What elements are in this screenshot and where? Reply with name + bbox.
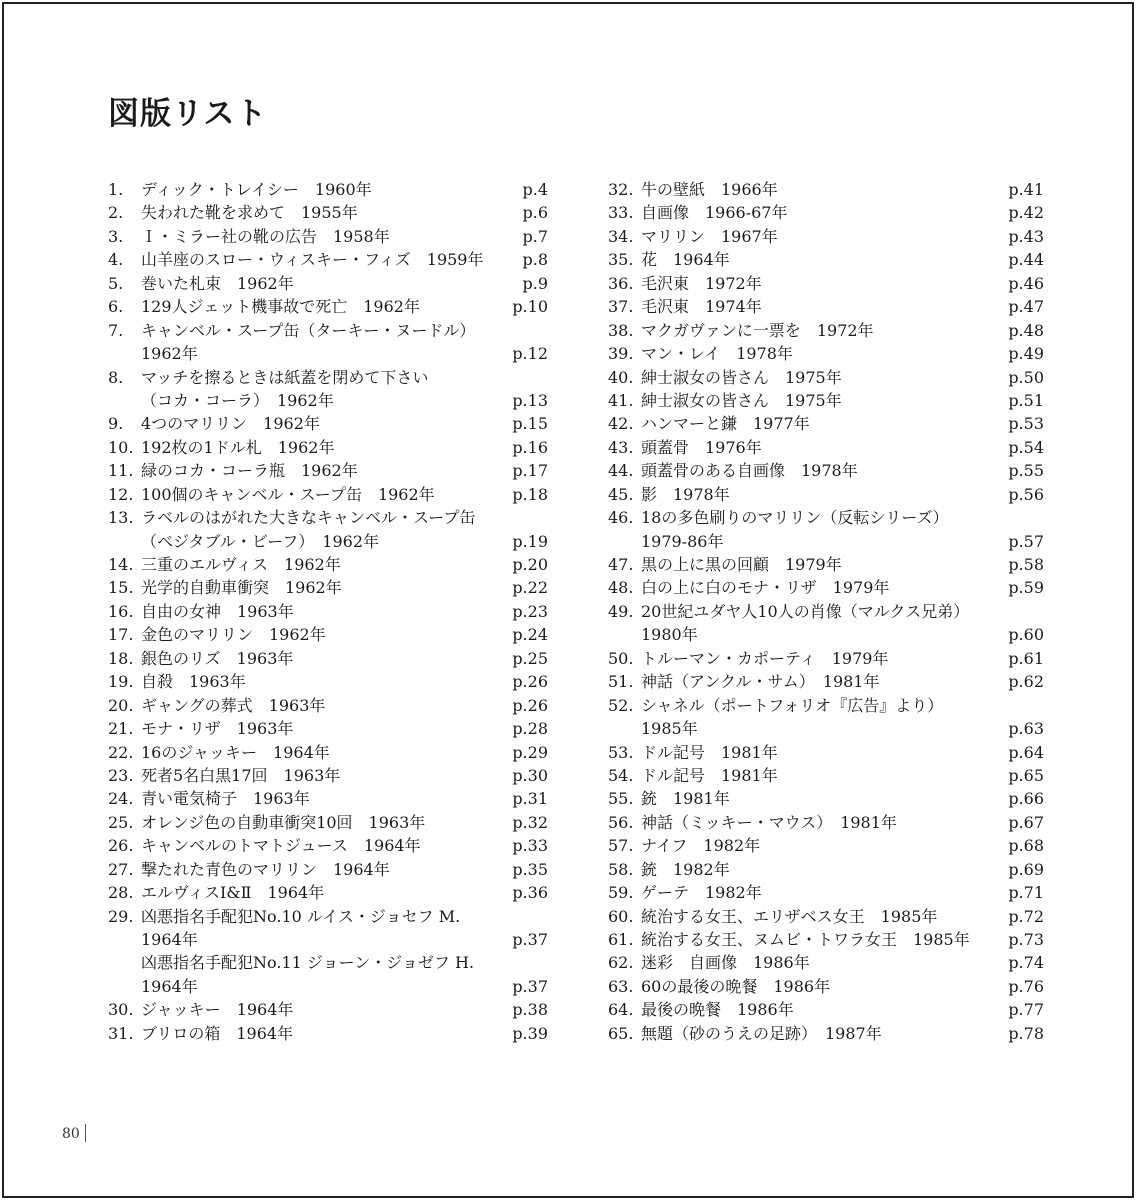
- list-item: [608, 272, 1044, 295]
- item-number: 64.: [608, 1000, 634, 1020]
- list-item: [608, 412, 1044, 435]
- item-title: ジャッキー 1964年: [141, 1000, 294, 1020]
- list-item: [108, 389, 548, 412]
- item-number: 15.: [108, 578, 134, 598]
- list-item: [608, 389, 1044, 412]
- list-item: [108, 647, 548, 670]
- item-number: 61.: [608, 930, 634, 949]
- item-page-ref: p.16: [512, 437, 548, 457]
- item-title: 黒の上に黒の回顧 1979年: [641, 555, 842, 574]
- item-title: 神話（アンクル・サム） 1981年: [641, 672, 880, 692]
- item-title: 銃 1982年: [641, 859, 730, 879]
- item-number: 28.: [108, 883, 134, 903]
- item-title: ドル記号 1981年: [641, 765, 778, 785]
- item-title: 失われた靴を求めて 1955年: [141, 203, 358, 223]
- item-page-ref: p.67: [1008, 812, 1044, 832]
- list-item: [108, 1022, 548, 1045]
- item-page-ref: p.71: [1008, 883, 1044, 903]
- list-item: [108, 858, 548, 881]
- list-item: [108, 530, 548, 553]
- list-item: [608, 436, 1044, 459]
- item-page-ref: p.26: [512, 672, 548, 692]
- figure-list-left-column: [108, 178, 548, 1045]
- item-title: 最後の晩餐 1986年: [641, 1000, 794, 1020]
- item-number: 8.: [108, 367, 124, 387]
- item-page-ref: p.22: [512, 578, 548, 598]
- list-item: [608, 366, 1044, 389]
- list-item: [608, 483, 1044, 506]
- item-number: 35.: [608, 250, 634, 270]
- item-number: 10.: [108, 437, 134, 457]
- item-number: 48.: [608, 578, 634, 598]
- item-title: トルーマン・カポーティ 1979年: [641, 648, 889, 668]
- item-title: 毛沢東 1974年: [641, 297, 762, 317]
- list-item: [108, 483, 548, 506]
- item-page-ref: p.57: [1008, 531, 1044, 551]
- item-number: 31.: [108, 1023, 134, 1043]
- item-title: 紳士淑女の皆さん 1975年: [641, 390, 842, 410]
- list-item: [108, 342, 548, 365]
- list-item: [608, 647, 1044, 670]
- item-page-ref: p.30: [512, 765, 548, 785]
- list-item: [108, 436, 548, 459]
- item-page-ref: p.60: [1008, 625, 1044, 645]
- list-item: [108, 951, 548, 974]
- item-number: 65.: [608, 1023, 634, 1043]
- item-page-ref: p.61: [1008, 648, 1044, 668]
- item-title: マリリン 1967年: [641, 226, 778, 246]
- item-page-ref: p.36: [512, 883, 548, 903]
- item-title: 花 1964年: [641, 250, 730, 270]
- list-item: [108, 928, 548, 951]
- list-item: [608, 576, 1044, 599]
- item-number: 27.: [108, 859, 134, 879]
- item-page-ref: p.66: [1008, 789, 1044, 809]
- item-page-ref: p.62: [1008, 672, 1044, 692]
- item-title: Ｉ・ミラー社の靴の広告 1958年: [141, 226, 390, 246]
- item-title: ナイフ 1982年: [641, 836, 761, 856]
- list-item: [108, 178, 548, 201]
- item-page-ref: p.73: [1008, 930, 1044, 949]
- item-title: 凶悪指名手配犯No.11 ジョーン・ジョゼフ H.: [141, 953, 475, 973]
- item-page-ref: p.37: [512, 930, 548, 949]
- item-title: 影 1978年: [641, 484, 730, 504]
- item-title: 銀色のリズ 1963年: [141, 648, 294, 668]
- item-title: ギャングの葬式 1963年: [141, 695, 326, 715]
- list-item: [108, 225, 548, 248]
- list-item: [608, 248, 1044, 271]
- item-title: ハンマーと鎌 1977年: [641, 414, 810, 434]
- item-title: 自殺 1963年: [141, 672, 246, 692]
- item-number: 44.: [608, 461, 634, 481]
- item-number: 29.: [108, 906, 134, 926]
- item-title: （ベジタブル・ビーフ） 1962年: [141, 531, 379, 551]
- page-title: 図版リスト: [108, 96, 268, 132]
- item-title: 60の最後の晩餐 1986年: [641, 976, 831, 996]
- item-number: 58.: [608, 859, 634, 879]
- item-title: 1979-86年: [641, 531, 724, 551]
- item-page-ref: p.69: [1008, 859, 1044, 879]
- item-number: 59.: [608, 883, 634, 903]
- list-item: [608, 717, 1044, 740]
- item-title: 神話（ミッキー・マウス） 1981年: [641, 812, 897, 832]
- item-page-ref: p.15: [512, 414, 548, 434]
- item-number: 12.: [108, 484, 134, 504]
- list-item: [608, 530, 1044, 553]
- item-page-ref: p.76: [1008, 976, 1044, 996]
- item-number: 5.: [108, 273, 124, 293]
- item-number: 32.: [608, 180, 634, 199]
- item-number: 1.: [108, 180, 124, 199]
- item-page-ref: p.46: [1008, 273, 1044, 293]
- list-item: [608, 342, 1044, 365]
- list-item: [108, 506, 548, 529]
- list-item: [108, 201, 548, 224]
- item-number: 36.: [608, 273, 634, 293]
- item-page-ref: p.74: [1008, 953, 1044, 973]
- item-number: 54.: [608, 765, 634, 785]
- list-item: [608, 225, 1044, 248]
- list-item: [108, 248, 548, 271]
- item-page-ref: p.10: [512, 297, 548, 317]
- item-number: 4.: [108, 250, 124, 270]
- item-title: ブリロの箱 1964年: [141, 1023, 294, 1043]
- item-page-ref: p.39: [512, 1023, 548, 1043]
- item-page-ref: p.19: [512, 531, 548, 551]
- item-number: 42.: [608, 414, 634, 434]
- item-page-ref: p.59: [1008, 578, 1044, 598]
- list-item: [608, 881, 1044, 904]
- item-page-ref: p.29: [512, 742, 548, 762]
- list-item: [108, 319, 548, 342]
- list-item: [608, 459, 1044, 482]
- item-title: エルヴィスⅠ&Ⅱ 1964年: [141, 883, 325, 903]
- item-title: 20世紀ユダヤ人10人の肖像（マルクス兄弟）: [641, 601, 970, 621]
- list-item: [608, 178, 1044, 201]
- item-number: 2.: [108, 203, 124, 223]
- page-number-divider: [85, 1124, 86, 1142]
- item-number: 51.: [608, 672, 634, 692]
- list-item: [108, 459, 548, 482]
- item-number: 49.: [608, 601, 634, 621]
- item-title: 統治する女王、エリザベス女王 1985年: [641, 906, 938, 926]
- item-page-ref: p.41: [1008, 180, 1044, 199]
- list-item: [108, 741, 548, 764]
- item-number: 50.: [608, 648, 634, 668]
- list-item: [108, 975, 548, 998]
- list-item: [108, 717, 548, 740]
- item-page-ref: p.6: [522, 203, 548, 223]
- item-title: モナ・リザ 1963年: [141, 719, 294, 739]
- item-number: 46.: [608, 508, 634, 528]
- item-title: 牛の壁紙 1966年: [641, 180, 778, 199]
- item-number: 56.: [608, 812, 634, 832]
- item-page-ref: p.43: [1008, 226, 1044, 246]
- item-title: ラベルのはがれた大きなキャンベル・スープ缶: [141, 508, 476, 528]
- list-item: [108, 834, 548, 857]
- item-number: 3.: [108, 226, 124, 246]
- list-item: [108, 553, 548, 576]
- item-page-ref: p.63: [1008, 719, 1044, 739]
- item-title: 自画像 1966-67年: [641, 203, 788, 223]
- item-page-ref: p.24: [512, 625, 548, 645]
- item-title: 1980年: [641, 625, 698, 645]
- list-item: [108, 576, 548, 599]
- item-page-ref: p.42: [1008, 203, 1044, 223]
- item-title: 三重のエルヴィス 1962年: [141, 555, 341, 574]
- item-page-ref: p.35: [512, 859, 548, 879]
- item-title: キャンベルのトマトジュース 1964年: [141, 836, 421, 856]
- item-page-ref: p.54: [1008, 437, 1044, 457]
- list-item: [108, 764, 548, 787]
- list-item: [608, 858, 1044, 881]
- list-item: [108, 998, 548, 1021]
- item-page-ref: p.20: [512, 555, 548, 574]
- item-title: ゲーテ 1982年: [641, 883, 762, 903]
- item-page-ref: p.58: [1008, 555, 1044, 574]
- item-page-ref: p.23: [512, 601, 548, 621]
- item-number: 30.: [108, 1000, 134, 1020]
- item-number: 17.: [108, 625, 134, 645]
- list-item: [108, 787, 548, 810]
- list-item: [608, 834, 1044, 857]
- list-item: [608, 787, 1044, 810]
- item-title: 192枚の1ドル札 1962年: [141, 437, 335, 457]
- item-page-ref: p.18: [512, 484, 548, 504]
- item-page-ref: p.49: [1008, 344, 1044, 364]
- item-page-ref: p.12: [512, 344, 548, 364]
- list-item: [608, 975, 1044, 998]
- item-title: （コカ・コーラ） 1962年: [141, 390, 334, 410]
- item-number: 57.: [608, 836, 634, 856]
- item-title: 100個のキャンベル・スープ缶 1962年: [141, 484, 435, 504]
- item-title: 毛沢東 1972年: [641, 273, 762, 293]
- list-item: [608, 670, 1044, 693]
- item-number: 24.: [108, 789, 134, 809]
- item-title: 1964年: [141, 930, 198, 949]
- item-page-ref: p.9: [522, 273, 548, 293]
- item-title: 129人ジェット機事故で死亡 1962年: [141, 297, 420, 317]
- item-page-ref: p.48: [1008, 320, 1044, 340]
- item-number: 20.: [108, 695, 134, 715]
- list-item: [608, 928, 1044, 951]
- item-number: 38.: [608, 320, 634, 340]
- list-item: [108, 600, 548, 623]
- list-item: [108, 905, 548, 928]
- item-page-ref: p.37: [512, 976, 548, 996]
- item-number: 22.: [108, 742, 134, 762]
- item-title: 1962年: [141, 344, 198, 364]
- item-title: 16のジャッキー 1964年: [141, 742, 330, 762]
- item-number: 63.: [608, 976, 634, 996]
- item-page-ref: p.55: [1008, 461, 1044, 481]
- item-title: 4つのマリリン 1962年: [141, 414, 320, 434]
- item-title: 銃 1981年: [641, 789, 730, 809]
- item-title: 巻いた札束 1962年: [141, 273, 294, 293]
- item-title: 光学的自動車衝突 1962年: [141, 578, 342, 598]
- page-number: 80: [62, 1126, 80, 1142]
- item-number: 45.: [608, 484, 634, 504]
- item-page-ref: p.56: [1008, 484, 1044, 504]
- item-page-ref: p.28: [512, 719, 548, 739]
- item-number: 19.: [108, 672, 134, 692]
- item-title: 死者5名白黒17回 1963年: [141, 765, 341, 785]
- list-item: [608, 553, 1044, 576]
- list-item: [108, 670, 548, 693]
- list-item: [108, 881, 548, 904]
- item-page-ref: p.78: [1008, 1023, 1044, 1043]
- item-title: 緑のコカ・コーラ瓶 1962年: [141, 461, 358, 481]
- list-item: [608, 998, 1044, 1021]
- list-item: [608, 600, 1044, 623]
- item-title: マッチを擦るときは紙蓋を閉めて下さい: [141, 367, 429, 387]
- item-number: 33.: [608, 203, 634, 223]
- list-item: [108, 272, 548, 295]
- item-page-ref: p.72: [1008, 906, 1044, 926]
- item-number: 37.: [608, 297, 634, 317]
- list-item: [608, 951, 1044, 974]
- list-item: [608, 201, 1044, 224]
- item-title: 18の多色刷りのマリリン（反転シリーズ）: [641, 508, 949, 528]
- list-item: [608, 1022, 1044, 1045]
- item-title: 1985年: [641, 719, 698, 739]
- item-title: シャネル（ポートフォリオ『広告』より）: [641, 695, 944, 715]
- item-number: 14.: [108, 555, 134, 574]
- item-page-ref: p.26: [512, 695, 548, 715]
- list-item: [108, 694, 548, 717]
- item-title: マクガヴァンに一票を 1972年: [641, 320, 874, 340]
- list-item: [608, 623, 1044, 646]
- item-page-ref: p.47: [1008, 297, 1044, 317]
- item-title: 頭蓋骨のある自画像 1978年: [641, 461, 858, 481]
- item-page-ref: p.64: [1008, 742, 1044, 762]
- item-page-ref: p.53: [1008, 414, 1044, 434]
- item-page-ref: p.77: [1008, 1000, 1044, 1020]
- item-number: 55.: [608, 789, 634, 809]
- item-title: 1964年: [141, 976, 198, 996]
- item-number: 16.: [108, 601, 134, 621]
- item-number: 40.: [608, 367, 634, 387]
- item-number: 7.: [108, 320, 124, 340]
- item-title: ディック・トレイシー 1960年: [141, 180, 372, 199]
- item-number: 52.: [608, 695, 634, 715]
- list-item: [108, 623, 548, 646]
- list-item: [108, 366, 548, 389]
- item-number: 18.: [108, 648, 134, 668]
- list-item: [608, 764, 1044, 787]
- item-title: 青い電気椅子 1963年: [141, 789, 310, 809]
- item-number: 13.: [108, 508, 134, 528]
- item-number: 11.: [108, 461, 134, 481]
- list-item: [608, 506, 1044, 529]
- item-title: マン・レイ 1978年: [641, 344, 793, 364]
- item-title: 統治する女王、ヌムビ・トワラ女王 1985年: [641, 930, 970, 949]
- item-title: ドル記号 1981年: [641, 742, 778, 762]
- item-number: 62.: [608, 953, 634, 973]
- list-item: [608, 811, 1044, 834]
- item-page-ref: p.68: [1008, 836, 1044, 856]
- item-title: 金色のマリリン 1962年: [141, 625, 326, 645]
- item-title: キャンベル・スープ缶（ターキー・ヌードル）: [141, 320, 476, 340]
- list-item: [108, 295, 548, 318]
- item-title: 無題（砂のうえの足跡） 1987年: [641, 1023, 882, 1043]
- item-page-ref: p.44: [1008, 250, 1044, 270]
- item-title: オレンジ色の自動車衝突10回 1963年: [141, 812, 426, 832]
- item-number: 9.: [108, 414, 124, 434]
- item-title: 撃たれた青色のマリリン 1964年: [141, 859, 390, 879]
- item-number: 26.: [108, 836, 134, 856]
- item-number: 39.: [608, 344, 634, 364]
- item-page-ref: p.13: [512, 390, 548, 410]
- list-item: [608, 295, 1044, 318]
- item-title: 凶悪指名手配犯No.10 ルイス・ジョセフ M.: [141, 906, 461, 926]
- list-item: [608, 905, 1044, 928]
- item-number: 21.: [108, 719, 134, 739]
- item-title: 自由の女神 1963年: [141, 601, 294, 621]
- item-number: 6.: [108, 297, 124, 317]
- item-number: 53.: [608, 742, 634, 762]
- item-title: 山羊座のスロー・ウィスキー・フィズ 1959年: [141, 250, 484, 270]
- item-page-ref: p.33: [512, 836, 548, 856]
- item-page-ref: p.38: [512, 1000, 548, 1020]
- item-number: 60.: [608, 906, 634, 926]
- item-number: 43.: [608, 437, 634, 457]
- item-page-ref: p.31: [512, 789, 548, 809]
- item-page-ref: p.25: [512, 648, 548, 668]
- item-page-ref: p.51: [1008, 390, 1044, 410]
- list-item: [108, 412, 548, 435]
- item-page-ref: p.17: [512, 461, 548, 481]
- list-item: [608, 319, 1044, 342]
- item-page-ref: p.65: [1008, 765, 1044, 785]
- item-number: 41.: [608, 390, 634, 410]
- list-item: [608, 741, 1044, 764]
- item-title: 紳士淑女の皆さん 1975年: [641, 367, 842, 387]
- figure-list-right-column: [608, 178, 1044, 1045]
- item-page-ref: p.50: [1008, 367, 1044, 387]
- item-page-ref: p.8: [522, 250, 548, 270]
- item-number: 34.: [608, 226, 634, 246]
- list-item: [608, 694, 1044, 717]
- item-title: 白の上に白のモナ・リザ 1979年: [641, 578, 890, 598]
- item-number: 23.: [108, 765, 134, 785]
- list-item: [108, 811, 548, 834]
- item-title: 頭蓋骨 1976年: [641, 437, 762, 457]
- item-page-ref: p.7: [522, 226, 548, 246]
- item-page-ref: p.4: [522, 180, 548, 199]
- item-number: 47.: [608, 555, 634, 574]
- item-number: 25.: [108, 812, 134, 832]
- item-page-ref: p.32: [512, 812, 548, 832]
- item-title: 迷彩 自画像 1986年: [641, 953, 810, 973]
